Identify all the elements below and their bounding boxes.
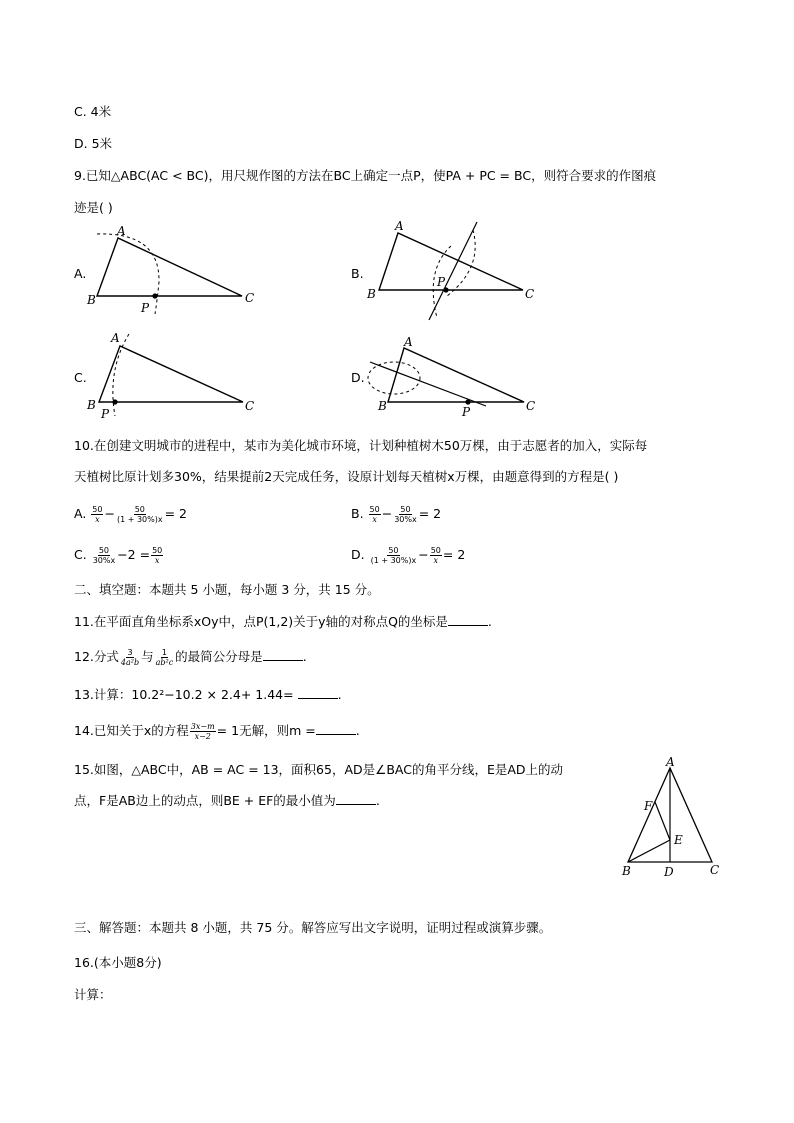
label-c: C: [526, 399, 536, 413]
label-c: C: [525, 287, 535, 301]
q9-figure-d: [366, 335, 546, 420]
label-a: A: [395, 219, 404, 233]
point-p: [465, 399, 470, 404]
q10-stem-line2: 天植树比原计划多30%，结果提前2天完成任务，设原计划每天植树x万棵，由题意得到的方程是( ): [74, 469, 619, 484]
segment-fe: [655, 802, 670, 840]
label-f: F: [644, 799, 653, 813]
q9-option-b-label: B.: [351, 266, 364, 281]
q8-option-d: D. 5米: [74, 136, 113, 151]
answer-blank[interactable]: [298, 686, 338, 699]
q15-figure: [618, 755, 728, 882]
q11: 11.在平面直角坐标系xOy中，点P(1,2)关于y轴的对称点Q的坐标是 .: [74, 614, 492, 629]
label-a: A: [404, 335, 413, 349]
option-label: A.: [74, 506, 87, 521]
answer-blank[interactable]: [263, 648, 303, 661]
q9-figure-b: [365, 218, 545, 323]
q8-option-c: C. 4米: [74, 104, 112, 119]
answer-blank[interactable]: [316, 722, 356, 735]
fraction: $\frac{50}{(1 + 30\%)x}$: [370, 546, 417, 565]
label-e: E: [674, 833, 683, 847]
fraction: $\frac{3}{\text{4a²b}}$: [120, 648, 140, 667]
fraction: $\frac{50}{30\%x}$: [394, 505, 417, 524]
triangle-abc: [379, 233, 523, 290]
construction-arc: [97, 234, 159, 314]
label-b: B: [87, 293, 96, 307]
label-p: P: [437, 275, 446, 289]
q10-option-c: C. $\frac{50}{30\%x}$ −2 = $\frac{50}{x}$: [74, 546, 163, 565]
q9-figure-a: [85, 222, 275, 317]
section-2-title: 二、填空题：本题共 5 小题，每小题 3 分，共 15 分。: [74, 582, 380, 597]
fraction: $\frac{50}{x}$: [430, 546, 441, 565]
label-b: B: [378, 399, 387, 413]
label-b: B: [622, 864, 631, 878]
label-p: P: [141, 301, 150, 315]
q16-prompt: 计算：: [74, 987, 112, 1002]
point-p: [112, 399, 117, 404]
label-d: D: [664, 865, 674, 879]
fraction: $\frac{1}{\text{ab²c}}$: [155, 648, 174, 667]
label-c: C: [710, 863, 720, 877]
q15-stem-line1: 15.如图，△ABC中，AB = AC = 13，面积65，AD是∠BAC的角平分线，E是AD上的动: [74, 762, 564, 777]
q9-option-a-label: A.: [74, 266, 87, 281]
fraction: $\frac{50}{x}$: [92, 505, 103, 524]
option-label: B.: [351, 506, 364, 521]
q10-option-b: B. $\frac{50}{x}$ − $\frac{50}{30\%x}$ = 2: [351, 505, 442, 524]
q10-stem-line1: 10.在创建文明城市的进程中，某市为美化城市环境，计划种植树木50万棵，由于志愿者的加入，实际每: [74, 438, 648, 453]
label-c: C: [245, 399, 255, 413]
q14: 14.已知关于x的方程 $\frac{3x-m}{x-2}$ = 1无解，则m = .: [74, 722, 360, 741]
fraction: $\frac{50}{30\%x}$: [92, 546, 116, 565]
q9-option-d-label: D.: [351, 370, 365, 385]
q10-option-a: A. $\frac{50}{x}$ − $\frac{50}{(1 + 30\%)x}$ = 2: [74, 505, 188, 524]
segment-be: [628, 840, 670, 862]
section-3-title: 三、解答题：本题共 8 小题，共 75 分。解答应写出文字说明，证明过程或演算步骤。: [74, 920, 552, 935]
point-p: [152, 293, 157, 298]
q9-stem-line2: 迹是( ): [74, 200, 113, 215]
q9-option-c-label: C.: [74, 370, 87, 385]
label-b: B: [87, 398, 96, 412]
q10-option-d: D. $\frac{50}{(1 + 30\%)x}$ − $\frac{50}{x}$ = 2: [351, 546, 466, 565]
q15-stem-line2: 点，F是AB边上的动点，则BE + EF的最小值为 .: [74, 793, 380, 808]
label-a: A: [111, 331, 120, 345]
option-label: C.: [74, 547, 87, 562]
triangle-abc: [99, 346, 243, 402]
answer-blank[interactable]: [336, 792, 376, 805]
label-p: P: [101, 407, 110, 421]
label-c: C: [245, 291, 255, 305]
label-b: B: [367, 287, 376, 301]
q9-figure-c: [85, 330, 265, 420]
label-p: P: [462, 405, 471, 419]
fraction: $\frac{3x-m}{x-2}$: [190, 722, 215, 741]
triangle-abc: [388, 348, 524, 402]
perpendicular-bisector: [370, 362, 486, 406]
fraction: $\frac{50}{x}$: [152, 546, 163, 565]
perpendicular-bisector: [429, 222, 477, 320]
answer-blank[interactable]: [448, 613, 488, 626]
q9-stem-line1: 9.已知△ABC(AC < BC)，用尺规作图的方法在BC上确定一点P，使PA + PC = BC，则符合要求的作图痕: [74, 168, 657, 183]
q13: 13.计算：10.2²−10.2 × 2.4+ 1.44= .: [74, 687, 342, 702]
q12: 12.分式 $\frac{3}{\text{4a²b}}$ 与 $\frac{1}{\text{ab²c}}$ 的最简公分母是 .: [74, 648, 307, 667]
option-label: D.: [351, 547, 365, 562]
triangle-abc: [97, 238, 242, 296]
fraction: $\frac{50}{x}$: [369, 505, 380, 524]
label-a: A: [117, 224, 126, 238]
fraction: $\frac{50}{(1 + 30\%)x}$: [116, 505, 163, 524]
label-a: A: [666, 755, 675, 769]
construction-arc-right: [447, 230, 475, 296]
q16-title: 16.(本小题8分): [74, 955, 162, 970]
